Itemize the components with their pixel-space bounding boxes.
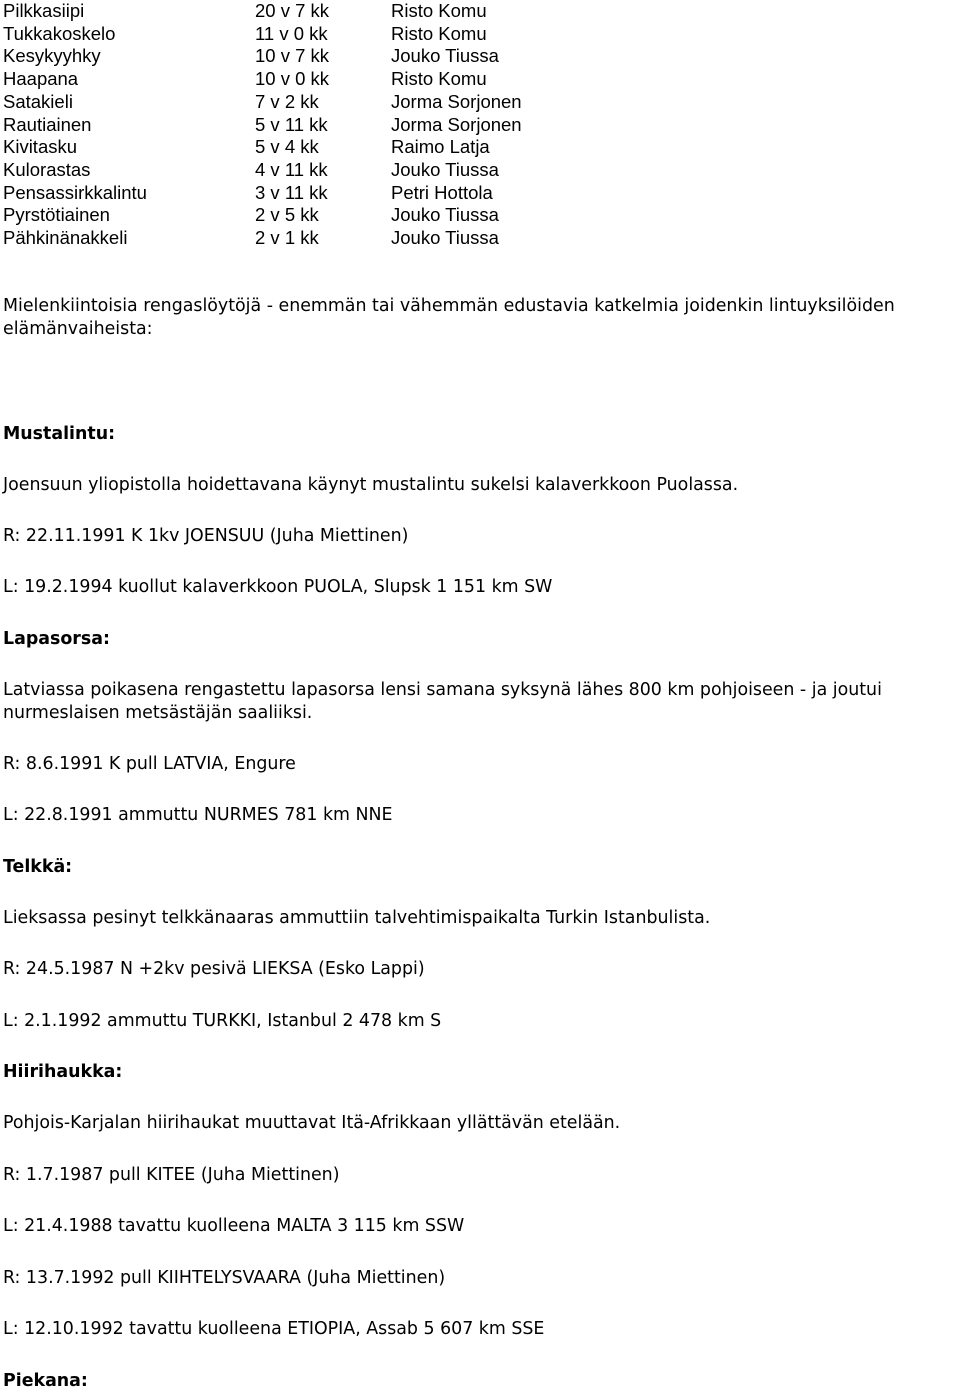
age-cell: 4 v 11 kk [255,158,328,180]
species-cell: Rautiainen [3,113,92,135]
mustalintu-found: L: 19.2.1994 kuollut kalaverkkoon PUOLA, Slupsk 1 151 km SW [3,577,553,597]
hiirihaukka-heading: Hiirihaukka: [3,1062,123,1082]
ringer-cell: Jouko Tiussa [391,158,499,180]
age-cell: 20 v 7 kk [255,0,330,21]
mustalintu-heading: Mustalintu: [3,424,116,444]
ringer-cell: Risto Komu [391,0,487,21]
species-cell: Kulorastas [3,158,91,180]
table-row [3,91,591,114]
table-row [3,136,591,159]
hiirihaukka-found-2: L: 12.10.1992 tavattu kuolleena ETIOPIA, Assab 5 607 km SSE [3,1319,545,1339]
ringer-cell: Jorma Sorjonen [391,113,522,135]
telkka-heading: Telkkä: [3,857,73,877]
age-cell: 7 v 2 kk [255,90,319,112]
age-records-body [3,0,591,250]
species-cell: Kesykyyhky [3,45,101,67]
ringer-cell: Risto Komu [391,68,487,90]
hiirihaukka-found-1: L: 21.4.1988 tavattu kuolleena MALTA 3 115 km SSW [3,1216,465,1236]
telkka-ringed: R: 24.5.1987 N +2kv pesivä LIEKSA (Esko Lappi) [3,959,425,979]
table-row [3,204,591,227]
age-cell: 11 v 0 kk [255,22,328,44]
lapasorsa-heading: Lapasorsa: [3,629,110,649]
species-cell: Haapana [3,68,79,90]
ringer-cell: Risto Komu [391,22,487,44]
age-cell: 5 v 11 kk [255,113,328,135]
age-cell: 10 v 7 kk [255,45,330,67]
species-cell: Pilkkasiipi [3,0,85,21]
lapasorsa-found: L: 22.8.1991 ammuttu NURMES 781 km NNE [3,805,393,825]
table-row [3,227,591,250]
table-row [3,0,591,23]
intro-text: Mielenkiintoisia rengaslöytöjä - enemmän tai vähemmän edustavia katkelmia joidenkin lintuyksilöiden elämänvaiheista: [3,296,895,339]
telkka-found: L: 2.1.1992 ammuttu TURKKI, Istanbul 2 478 km S [3,1011,442,1031]
ringer-cell: Jorma Sorjonen [391,90,522,112]
ringer-cell: Jouko Tiussa [391,45,499,67]
table-row [3,182,591,205]
mustalintu-ringed: R: 22.11.1991 K 1kv JOENSUU (Juha Miettinen) [3,526,409,546]
mustalintu-description: Joensuun yliopistolla hoidettavana käynyt mustalintu sukelsi kalaverkkoon Puolassa. [3,475,739,495]
hiirihaukka-description: Pohjois-Karjalan hiirihaukat muuttavat Itä-Afrikkaan yllättävän etelään. [3,1113,621,1133]
age-cell: 2 v 1 kk [255,227,319,249]
species-cell: Kivitasku [3,136,78,158]
ringer-cell: Jouko Tiussa [391,227,499,249]
table-row [3,23,591,46]
table-row [3,114,591,137]
table-row [3,159,591,182]
table-row [3,68,591,91]
species-cell: Tukkakoskelo [3,22,116,44]
lapasorsa-ringed: R: 8.6.1991 K pull LATVIA, Engure [3,754,296,774]
hiirihaukka-ringed-1: R: 1.7.1987 pull KITEE (Juha Miettinen) [3,1165,340,1185]
ringer-cell: Raimo Latja [391,136,490,158]
species-cell: Pähkinänakkeli [3,227,128,249]
age-records-table [3,0,591,250]
hiirihaukka-ringed-2: R: 13.7.1992 pull KIIHTELYSVAARA (Juha Miettinen) [3,1268,446,1288]
ringer-cell: Jouko Tiussa [391,204,499,226]
table-row [3,45,591,68]
species-cell: Pensassirkkalintu [3,181,147,203]
ringer-cell: Petri Hottola [391,181,493,203]
age-cell: 10 v 0 kk [255,68,330,90]
age-cell: 5 v 4 kk [255,136,319,158]
species-cell: Satakieli [3,90,73,112]
lapasorsa-description: Latviassa poikasena rengastettu lapasorsa lensi samana syksynä lähes 800 km pohjoiseen - ja joutui nurmeslaisen metsästäjän saaliiksi. [3,680,882,723]
age-cell: 3 v 11 kk [255,181,328,203]
piekana-heading: Piekana: [3,1371,88,1391]
telkka-description: Lieksassa pesinyt telkkänaaras ammuttiin talvehtimispaikalta Turkin Istanbulista. [3,908,711,928]
species-cell: Pyrstötiainen [3,204,110,226]
age-cell: 2 v 5 kk [255,204,319,226]
